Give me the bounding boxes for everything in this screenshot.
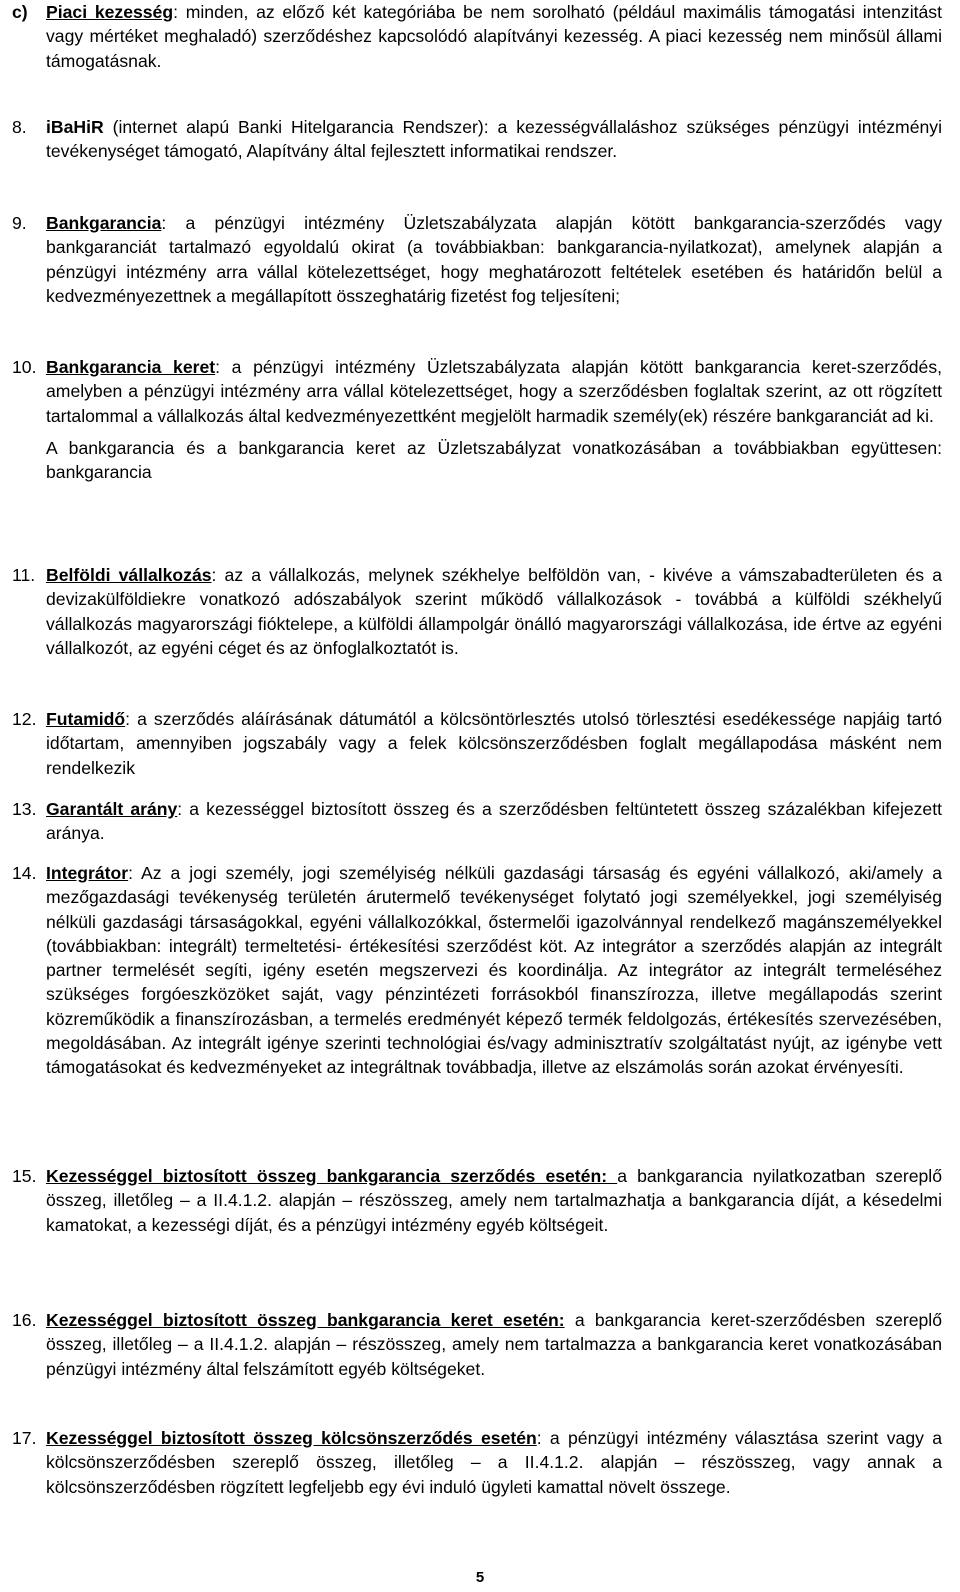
item-definition: : a szerződés aláírásának dátumától a kölcsöntörlesztés utolsó törlesztési esedékessége napjáig tartó időtartam, amennyiben jogszabály vagy a felek kölcsönszerződésben foglalt megállapodása másként nem rendelkezik xyxy=(46,709,942,778)
item-term: Bankgarancia xyxy=(46,213,162,233)
page-number: 5 xyxy=(475,1569,485,1586)
item-number: 14. xyxy=(12,863,37,883)
item-term: Integrátor xyxy=(46,863,129,883)
item-number: 15. xyxy=(12,1166,37,1186)
item-text xyxy=(46,563,942,660)
item-text xyxy=(46,1426,942,1499)
item-term: Bankgarancia keret xyxy=(46,357,216,377)
item-definition: : minden, az előző két kategóriába be nem sorolható (például maximális támogatási intenzitást vagy mértéket meghaladó) szerződéshez kapcsolódó alapítványi kezesség. A piaci kezesség nem minősül állami támogatásnak. xyxy=(46,2,942,71)
item-number: 12. xyxy=(12,709,37,729)
item-definition: : a pénzügyi intézmény választása szerint vagy a kölcsönszerződésben szereplő összeg, illetőleg – a II.4.1.2. alapján – részösszeg, vagy annak a kölcsönszerződésben rögzített legfeljebb egy évi induló ügyleti kamattal növelt összege. xyxy=(46,1428,942,1497)
item-text xyxy=(46,1164,942,1237)
item-term: iBaHiR xyxy=(46,117,104,137)
definition-item-13 xyxy=(12,797,942,846)
item-term: Kezességgel biztosított összeg bankgarancia szerződés esetén: xyxy=(46,1166,618,1186)
item-definition: : Az a jogi személy, jogi személyiség nélküli gazdasági társaság és egyéni vállalkozó, aki/amely a mezőgazdasági tevékenység területén árutermelő tevékenységet folytató jogi személyekkel, jogi személyiség nélküli gazdasági társaságokkal, egyéni vállalkozókkal, őstermelői igazolvánnyal rendelkező magánszemélyekkel (továbbiakban: integrált) termeltetési- értékesítési szerződést köt. Az integrátor a szerződés alapján az integrált partner termelését segíti, igény esetén megszervezi és koordinálja. Az integrátor az integrált termeléséhez szükséges forgóeszközöket saját, vagy pénzintézeti forrásokból finanszírozza, illetve megállapodás szerint közreműködik a finanszírozásban, a termelés eredményét képező termék feldolgozás, értékesítés szervezésében, megoldásában. Az integrált igénye szerinti technológiai és/vagy adminisztratív szolgáltatást nyújt, az igénybe vett támogatásokat és kedvezményeket az integráltnak továbbadja, illetve az elszámolás során azokat érvényesíti. xyxy=(46,863,942,1078)
item-number: 17. xyxy=(12,1428,37,1448)
item-text xyxy=(46,707,942,780)
item-text xyxy=(46,211,942,308)
definition-item-15 xyxy=(12,1164,942,1237)
definition-item-9 xyxy=(12,211,942,308)
item-number: c) xyxy=(12,2,28,22)
item-definition: a bankgarancia keret-szerződésben szereplő összeg, illetőleg – a II.4.1.2. alapján – részösszeg, amely nem tartalmazza a bankgarancia keret vonatkozásában pénzügyi intézmény által felszámított egyéb költségeket. xyxy=(46,1310,943,1379)
item-term: Piaci kezesség xyxy=(46,2,174,22)
item-number: 11. xyxy=(12,565,36,585)
item-term: Garantált arány xyxy=(46,799,178,819)
item-definition: : az a vállalkozás, melynek székhelye belföldön van, - kivéve a vámszabadterületen és a devizakülföldiekre vonatkozó adószabályok szerint működő vállalkozások - továbbá a külföldi székhelyű vállalkozás magyarországi fióktelepe, a külföldi állampolgár önálló magyarországi vállalkozása, ide értve az egyéni vállalkozót, az egyéni céget és az önfoglalkoztatót is. xyxy=(46,565,942,658)
item-number: 9. xyxy=(12,213,27,233)
item-definition: : a pénzügyi intézmény Üzletszabályzata alapján kötött bankgarancia-szerződés vagy bankgaranciát tartalmazó egyoldalú okirat (a továbbiakban: bankgarancia-nyilatkozat), amelynek alapján a pénzügyi intézmény arra vállal kötelezettséget, hogy meghatározott feltételek esetében és határidőn belül a kedvezményezettnek a megállapított összeghatárig fizetést fog teljesíteni; xyxy=(46,213,942,306)
item-term: Futamidő xyxy=(46,709,126,729)
item-term: Kezességgel biztosított összeg bankgarancia keret esetén: xyxy=(46,1310,565,1330)
item-definition: : a pénzügyi intézmény Üzletszabályzata alapján kötött bankgarancia keret-szerződés, amelyben a pénzügyi intézmény arra vállal kötelezettséget, hogy a szerződésben foglaltak szerint, az ott rögzített tartalommal a vállalkozás által kedvezményezettként megjelölt harmadik személy(ek) részére bankgaranciát ad ki. xyxy=(46,357,943,426)
definition-item-17 xyxy=(12,1426,942,1499)
item-text xyxy=(46,115,942,164)
item-definition: a bankgarancia nyilatkozatban szereplő összeg, illetőleg – a II.4.1.2. alapján – részösszeg, amely nem tartalmazhatja a bankgarancia díját, a késedelmi kamatokat, a kezességi díját, és a pénzügyi intézmény egyéb költségeit. xyxy=(46,1166,942,1235)
item-number: 10. xyxy=(12,357,37,377)
definition-item-12 xyxy=(12,707,942,780)
item-number: 13. xyxy=(12,799,37,819)
item-text xyxy=(46,861,942,1080)
item-number: 16. xyxy=(12,1310,37,1330)
item-text xyxy=(46,1308,942,1381)
definition-item-c xyxy=(12,0,942,73)
item-text xyxy=(46,355,942,484)
item-extra-paragraph: A bankgarancia és a bankgarancia keret az Üzletszabályzat vonatkozásában a továbbiakban együttesen: bankgarancia xyxy=(46,437,942,483)
item-definition: : a kezességgel biztosított összeg és a szerződésben feltüntetett összeg százalékban kifejezett aránya. xyxy=(46,799,942,844)
item-definition: (internet alapú Banki Hitelgarancia Rendszer): a kezességvállaláshoz szükséges pénzügyi intézményi tevékenységet támogató, Alapítvány által fejlesztett informatikai rendszer. xyxy=(46,117,942,162)
definition-item-11 xyxy=(12,563,942,660)
definition-item-14 xyxy=(12,861,942,1080)
item-term: Belföldi vállalkozás xyxy=(46,565,212,585)
item-text xyxy=(46,0,942,73)
item-term: Kezességgel biztosított összeg kölcsönszerződés esetén xyxy=(46,1428,537,1448)
item-text xyxy=(46,797,942,846)
definition-item-16 xyxy=(12,1308,942,1381)
item-paragraph xyxy=(46,355,942,428)
definition-item-10 xyxy=(12,355,942,484)
definition-item-8 xyxy=(12,115,942,164)
item-number: 8. xyxy=(12,117,27,137)
